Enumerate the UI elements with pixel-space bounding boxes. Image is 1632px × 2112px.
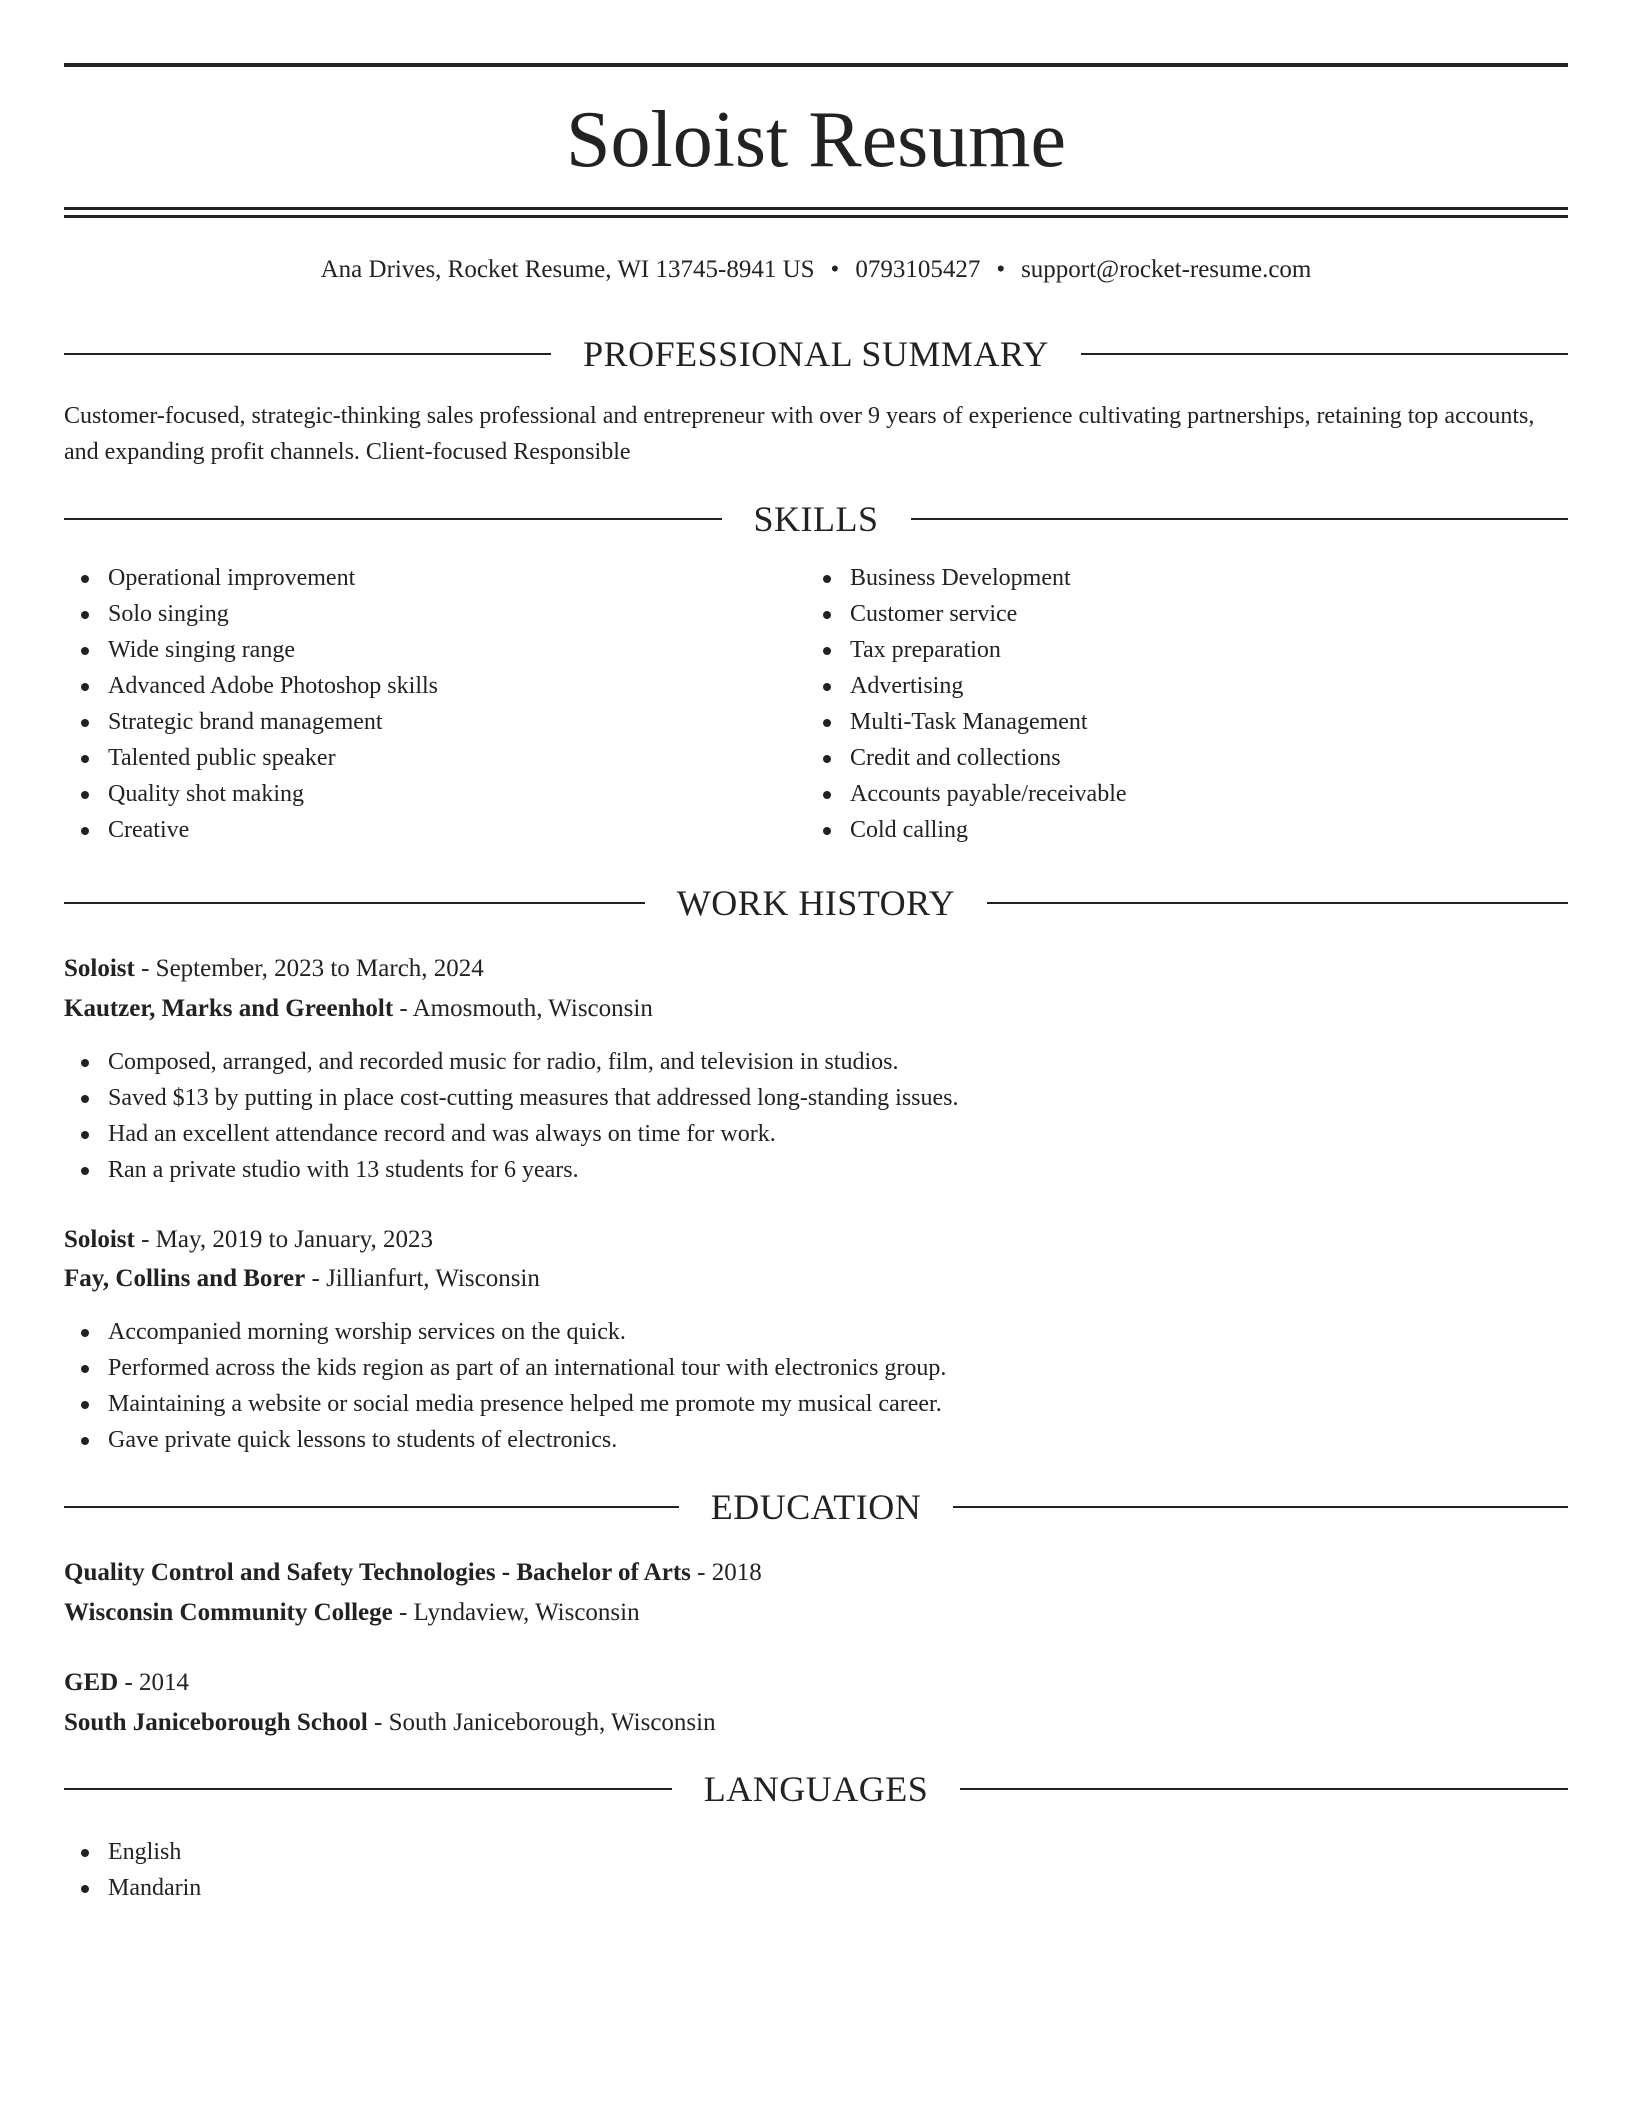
skill-item: Strategic brand management (64, 704, 804, 740)
contact-email: support@rocket-resume.com (1021, 256, 1312, 283)
contact-address: Ana Drives, Rocket Resume, WI 13745-8941 US (320, 256, 815, 283)
contact-separator: • (830, 256, 840, 283)
heading-rule-right (953, 1506, 1568, 1508)
heading-rule-left (64, 1788, 672, 1790)
heading-rule-left (64, 1506, 679, 1508)
heading-rule-right (987, 902, 1568, 904)
education-school: Wisconsin Community College (64, 1599, 393, 1626)
skill-item: Credit and collections (806, 740, 1546, 776)
skill-item: Operational improvement (64, 560, 804, 596)
skill-item: Quality shot making (64, 776, 804, 812)
section-heading-education (64, 1485, 1568, 1529)
skill-item: Multi-Task Management (806, 704, 1546, 740)
job-duties-list (64, 1044, 1568, 1188)
skill-item: Customer service (806, 596, 1546, 632)
job-location: - Jillianfurt, Wisconsin (305, 1265, 540, 1292)
job-role: Soloist (64, 955, 135, 982)
heading-rule-right (960, 1788, 1568, 1790)
contact-separator: • (996, 256, 1006, 283)
section-title: SKILLS (753, 499, 879, 539)
job-duties-list (64, 1314, 1568, 1458)
job-duty: Performed across the kids region as part of an international tour with electronics group. (64, 1350, 1568, 1386)
skill-item: Advanced Adobe Photoshop skills (64, 668, 804, 704)
job-duty: Gave private quick lessons to students of electronics. (64, 1422, 1568, 1458)
language-item: Mandarin (64, 1870, 804, 1906)
summary-text: Customer-focused, strategic-thinking sales professional and entrepreneur with over 9 years of experience cultivating partnerships, retaining top accounts, and expanding profit channels. Client-focused Responsible (64, 403, 1535, 465)
education-location: - Lyndaview, Wisconsin (392, 1599, 640, 1626)
job-title-line (64, 1221, 1568, 1259)
header-rule-1 (64, 207, 1568, 210)
skill-item: Creative (64, 812, 804, 848)
job-duty: Composed, arranged, and recorded music for radio, film, and television in studios. (64, 1044, 1568, 1080)
education-degree: GED (64, 1669, 119, 1696)
education-degree-line (64, 1554, 1568, 1592)
contact-phone: 0793105427 (855, 256, 981, 283)
header-top-rule (64, 63, 1568, 67)
section-title: WORK HISTORY (676, 883, 956, 923)
job-title-line (64, 950, 1568, 988)
job-company: Kautzer, Marks and Greenholt (64, 995, 394, 1022)
education-school-line (64, 1704, 1568, 1742)
skill-item: Advertising (806, 668, 1546, 704)
languages-list (64, 1834, 804, 1906)
education-location: - South Janiceborough, Wisconsin (367, 1709, 716, 1736)
job-duty: Maintaining a website or social media presence helped me promote my musical career. (64, 1386, 1568, 1422)
section-heading-work-history (64, 881, 1568, 925)
section-title: PROFESSIONAL SUMMARY (583, 334, 1049, 374)
section-heading-summary (64, 332, 1568, 376)
job-duty: Accompanied morning worship services on the quick. (64, 1314, 1568, 1350)
skill-item: Wide singing range (64, 632, 804, 668)
section-heading-skills (64, 497, 1568, 541)
job-role: Soloist (64, 1226, 135, 1253)
section-title: LANGUAGES (703, 1769, 929, 1809)
education-year: - 2018 (690, 1559, 762, 1586)
job-dates: - May, 2019 to January, 2023 (134, 1226, 433, 1253)
heading-rule-left (64, 353, 551, 355)
section-title: EDUCATION (710, 1487, 922, 1527)
contact-line (64, 252, 1568, 288)
job-duty: Had an excellent attendance record and was always on time for work. (64, 1116, 1568, 1152)
language-item: English (64, 1834, 804, 1870)
job-company-line (64, 990, 1568, 1028)
job-company: Fay, Collins and Borer (64, 1265, 306, 1292)
job-location: - Amosmouth, Wisconsin (393, 995, 653, 1022)
skills-list-left (64, 560, 804, 848)
header-rule-2 (64, 215, 1568, 218)
skill-item: Solo singing (64, 596, 804, 632)
skills-list-right (806, 560, 1546, 848)
skill-item: Accounts payable/receivable (806, 776, 1546, 812)
education-degree: Quality Control and Safety Technologies - Bachelor of Arts (64, 1559, 691, 1586)
skill-item: Tax preparation (806, 632, 1546, 668)
job-dates: - September, 2023 to March, 2024 (134, 955, 484, 982)
skill-item: Talented public speaker (64, 740, 804, 776)
skill-item: Cold calling (806, 812, 1546, 848)
resume-name: Soloist Resume (565, 96, 1067, 184)
heading-rule-left (64, 518, 722, 520)
education-school-line (64, 1594, 1568, 1632)
job-company-line (64, 1260, 1568, 1298)
education-degree-line (64, 1664, 1568, 1702)
education-year: - 2014 (118, 1669, 190, 1696)
heading-rule-left (64, 902, 645, 904)
job-duty: Ran a private studio with 13 students for 6 years. (64, 1152, 1568, 1188)
heading-rule-right (911, 518, 1569, 520)
education-school: South Janiceborough School (64, 1709, 368, 1736)
section-heading-languages (64, 1767, 1568, 1811)
heading-rule-right (1081, 353, 1568, 355)
skill-item: Business Development (806, 560, 1546, 596)
job-duty: Saved $13 by putting in place cost-cutting measures that addressed long-standing issues. (64, 1080, 1568, 1116)
